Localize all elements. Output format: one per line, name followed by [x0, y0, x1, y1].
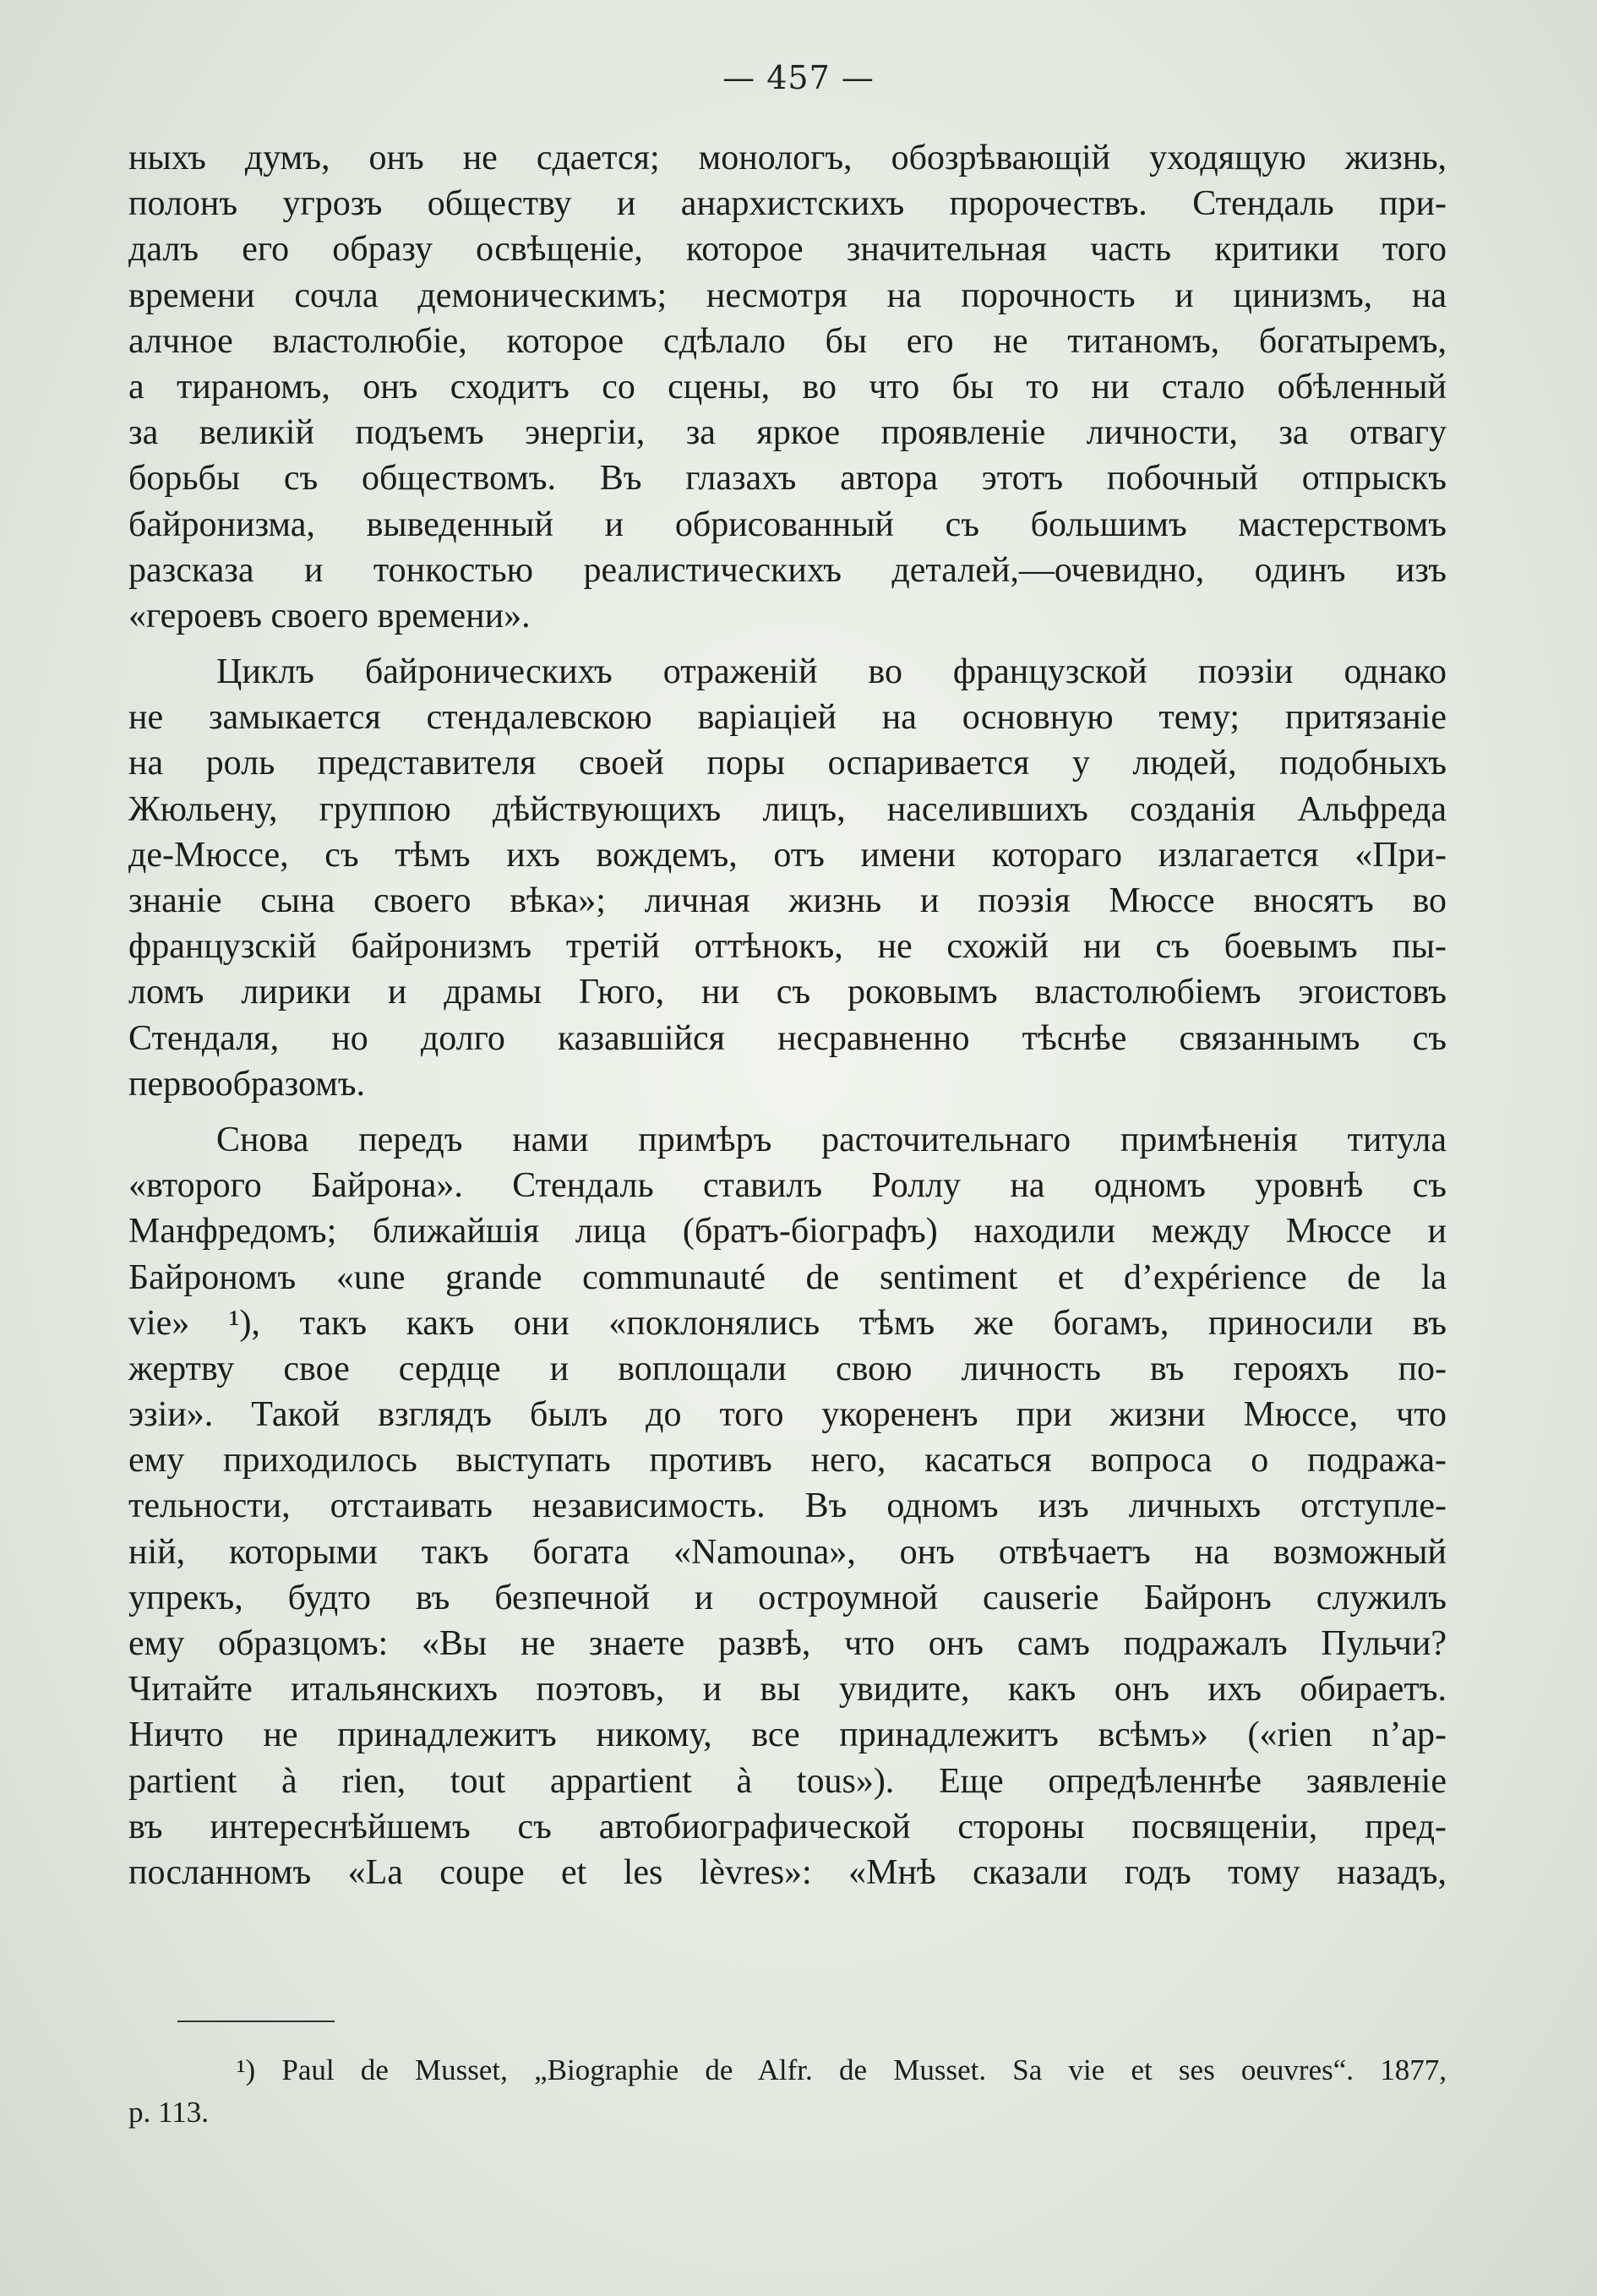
text-line: посланномъ «La coupe et les lèvres»: «Мнѣ сказали годъ тому назадъ,	[128, 1852, 1447, 1892]
text-line: Читайте итальянскихъ поэтовъ, и вы увидите, какъ онъ ихъ обираетъ.	[128, 1670, 1447, 1710]
text-line: далъ его образу освѣщеніе, которое значительная часть критики того	[128, 230, 1447, 270]
paragraph-1	[128, 135, 1447, 639]
footnote-line: ¹) Paul de Musset, „Biographie de Alfr. de Musset. Sa vie et ses oeuvres“. 1877,	[237, 2053, 1447, 2086]
text-line: Байрономъ «une grande communauté de sentiment et d’expérience de la	[128, 1257, 1447, 1297]
text-line: въ интереснѣйшемъ съ автобиографической стороны посвященіи, пред-	[128, 1807, 1447, 1846]
text-line: разсказа и тонкостью реалистическихъ деталей,—очевидно, одинъ изъ	[128, 550, 1447, 590]
text-line: алчное властолюбіе, которое сдѣлало бы его не титаномъ, богатыремъ,	[128, 321, 1447, 361]
text-line: эзіи». Такой взглядъ былъ до того укорененъ при жизни Мюссе, что	[128, 1395, 1447, 1435]
text-line: байронизма, выведенный и обрисованный съ большимъ мастерствомъ	[128, 504, 1447, 544]
text-line: жертву свое сердце и воплощали свою личность въ герояхъ по-	[128, 1349, 1447, 1388]
text-line: упрекъ, будто въ безпечной и остроумной causerie Байронъ служилъ	[128, 1578, 1447, 1617]
text-line: за великій подъемъ энергіи, за яркое проявленіе личности, за отвагу	[128, 413, 1447, 453]
text-line: не замыкается стендалевскою варіаціей на основную тему; притязаніе	[128, 698, 1447, 738]
text-line: «второго Байрона». Стендаль ставилъ Роллу на одномъ уровнѣ съ	[128, 1166, 1447, 1206]
text-line: Стендаля, но долго казавшійся несравненно тѣснѣе связаннымъ съ	[128, 1018, 1447, 1058]
footnote	[128, 2049, 1447, 2134]
text-line: ныхъ думъ, онъ не сдается; монологъ, обозрѣвающій уходящую жизнь,	[128, 139, 1447, 177]
text-line: ему приходилось выступать противъ него, касаться вопроса о подража-	[128, 1441, 1447, 1481]
text-line: полонъ угрозъ обществу и анархистскихъ пророчествъ. Стендаль при-	[128, 184, 1447, 224]
text-line: а тираномъ, онъ сходитъ со сцены, во что бы то ни стало обѣленный	[128, 367, 1447, 406]
text-line: тельности, отстаивать независимость. Въ одномъ изъ личныхъ отступле-	[128, 1486, 1447, 1526]
text-line: Ничто не принадлежитъ никому, все принадлежитъ всѣмъ» («rien n’ap-	[128, 1715, 1447, 1755]
body-text	[128, 135, 1447, 1895]
text-line: ній, которыми такъ богата «Namouna», онъ отвѣчаетъ на возможный	[128, 1532, 1447, 1572]
text-line: де-Мюссе, съ тѣмъ ихъ вождемъ, отъ имени котораго излагается «При-	[128, 835, 1447, 875]
text-line: времени сочла демоническимъ; несмотря на порочность и цинизмъ, на	[128, 275, 1447, 315]
footnote-line: p. 113.	[128, 2096, 209, 2129]
paragraph-3	[128, 1117, 1447, 1895]
text-line: Снова передъ нами примѣръ расточительнаго примѣненія титула	[216, 1120, 1447, 1159]
text-line: «героевъ своего времени».	[128, 596, 531, 635]
text-line: знаніе сына своего вѣка»; личная жизнь и поэзія Мюссе вносятъ во	[128, 881, 1447, 920]
text-line: французскій байронизмъ третій оттѣнокъ, не схожій ни съ боевымъ пы-	[128, 927, 1447, 967]
text-line: ему образцомъ: «Вы не знаете развѣ, что онъ самъ подражалъ Пульчи?	[128, 1624, 1447, 1663]
text-line: первообразомъ.	[128, 1064, 366, 1104]
text-line: vie» ¹), такъ какъ они «поклонялись тѣмъ же богамъ, приносили въ	[128, 1303, 1447, 1343]
paragraph-2	[128, 649, 1447, 1107]
text-line: Жюльену, группою дѣйствующихъ лицъ, населившихъ созданія Альфреда	[128, 789, 1447, 829]
text-line: на роль представителя своей поры оспаривается у людей, подобныхъ	[128, 744, 1447, 783]
text-line: борьбы съ обществомъ. Въ глазахъ автора этотъ побочный отпрыскъ	[128, 459, 1447, 499]
text-line: partient à rien, tout appartient à tous»). Еще опредѣленнѣе заявленіе	[128, 1761, 1447, 1801]
footnote-divider	[177, 2021, 335, 2022]
text-line: Манфредомъ; ближайшія лица (братъ-біографъ) находили между Мюссе и	[128, 1212, 1447, 1252]
text-line: Циклъ байроническихъ отраженій во французской поэзіи однако	[216, 652, 1447, 692]
page-number: — 457 —	[722, 59, 875, 96]
text-line: ломъ лирики и драмы Гюго, ни съ роковымъ властолюбіемъ эгоистовъ	[128, 973, 1447, 1012]
